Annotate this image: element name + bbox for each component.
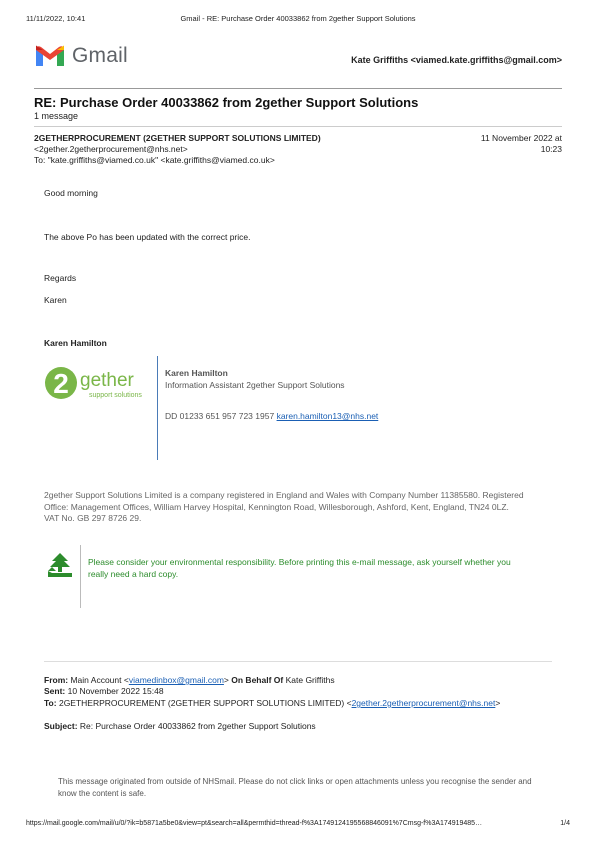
signature-role: Information Assistant 2gether Support Solutions <box>165 380 345 390</box>
message-count: 1 message <box>34 111 79 121</box>
message-date <box>452 133 562 155</box>
print-footer <box>26 820 570 827</box>
behalf-value: Kate Griffiths <box>285 675 335 685</box>
to-value: 2GETHERPROCUREMENT (2GETHER SUPPORT SOLUTIONS LIMITED) < <box>58 698 352 708</box>
signature-phone: DD 01233 651 957 723 1957 <box>165 411 275 421</box>
forward-subject <box>44 721 544 732</box>
account-label: Kate Griffiths <viamed.kate.griffiths@gmail.com> <box>351 55 562 65</box>
signature-name: Karen Hamilton <box>165 368 228 378</box>
from-close: > <box>223 675 229 685</box>
print-timestamp: 11/11/2022, 10:41 <box>26 14 86 23</box>
print-title: Gmail - RE: Purchase Order 40033862 from 2gether Support Solutions <box>180 14 416 23</box>
forward-divider <box>44 661 552 662</box>
gmail-m-icon <box>34 44 66 68</box>
recipient-line: To: "kate.griffiths@viamed.co.uk" <kate.griffiths@viamed.co.uk> <box>34 155 275 165</box>
signature-contact <box>165 411 378 421</box>
gmail-wordmark: Gmail <box>72 44 128 67</box>
subject-value: Re: Purchase Order 40033862 from 2gether Support Solutions <box>79 721 316 731</box>
page-number: 1/4 <box>560 820 570 827</box>
nhs-external-notice: This message originated from outside of NHSmail. Please do not click links or open attachments unless you recognise the sender and know the content is safe. <box>58 777 532 798</box>
logo-number: 2 <box>53 368 69 399</box>
forward-from <box>44 675 544 686</box>
to-close: > <box>495 698 501 708</box>
company-logo <box>44 366 150 406</box>
signature-divider <box>157 356 158 460</box>
body-paragraph: The above Po has been updated with the correct price. <box>44 232 251 242</box>
to-label: To: <box>44 698 57 708</box>
logo-word: gether <box>80 370 134 391</box>
environment-icon <box>46 552 74 580</box>
date-line-1: 11 November 2022 at <box>480 133 562 143</box>
to-email-link[interactable]: 2gether.2getherprocurement@nhs.net <box>351 698 496 708</box>
company-disclaimer: 2gether Support Solutions Limited is a company registered in England and Wales with Company Number 11385580. Registered Office: Management Offices, William Harvey Hospital, Kennington Road, Willesborough, Ashford, Kent, England, TN24 0LZ. VAT No. GB 297 8726 29. <box>44 490 524 523</box>
environment-divider <box>80 545 81 608</box>
thread-subject: RE: Purchase Order 40033862 from 2gether Support Solutions <box>34 95 419 110</box>
signature-email-link[interactable]: karen.hamilton13@nhs.net <box>276 411 379 421</box>
signoff-name: Karen Hamilton <box>44 338 107 348</box>
sender-email: <2gether.2getherprocurement@nhs.net> <box>34 144 188 154</box>
logo-sub: support solutions <box>89 392 142 399</box>
forward-sent <box>44 686 544 697</box>
greeting: Good morning <box>44 188 98 198</box>
sent-value: 10 November 2022 15:48 <box>67 686 164 696</box>
forward-to <box>44 698 544 709</box>
2gether-logo-icon <box>44 366 150 404</box>
gmail-logo <box>34 44 128 68</box>
tree-icon <box>46 552 74 578</box>
behalf-label: On Behalf Of <box>231 675 284 685</box>
from-label: From: <box>44 675 69 685</box>
sent-label: Sent: <box>44 686 66 696</box>
header-divider <box>34 88 562 89</box>
sender-name: 2GETHERPROCUREMENT (2GETHER SUPPORT SOLUTIONS LIMITED) <box>34 133 321 143</box>
first-name: Karen <box>44 295 67 305</box>
from-email-link[interactable]: viamedinbox@gmail.com <box>128 675 224 685</box>
subject-label: Subject: <box>44 721 78 731</box>
print-url: https://mail.google.com/mail/u/0/?ik=b5871a5be0&view=pt&search=all&permthid=thread-f%3A1749124195568846091%7Cmsg-f%3A174919485… <box>26 820 483 827</box>
message-divider <box>34 126 562 127</box>
from-value: Main Account < <box>70 675 129 685</box>
environment-text: Please consider your environmental responsibility. Before printing this e-mail message, ask yourself whether you really need a hard copy. <box>88 557 511 579</box>
regards: Regards <box>44 273 77 283</box>
date-line-2: 10:23 <box>540 144 562 154</box>
sender-block <box>34 133 321 166</box>
